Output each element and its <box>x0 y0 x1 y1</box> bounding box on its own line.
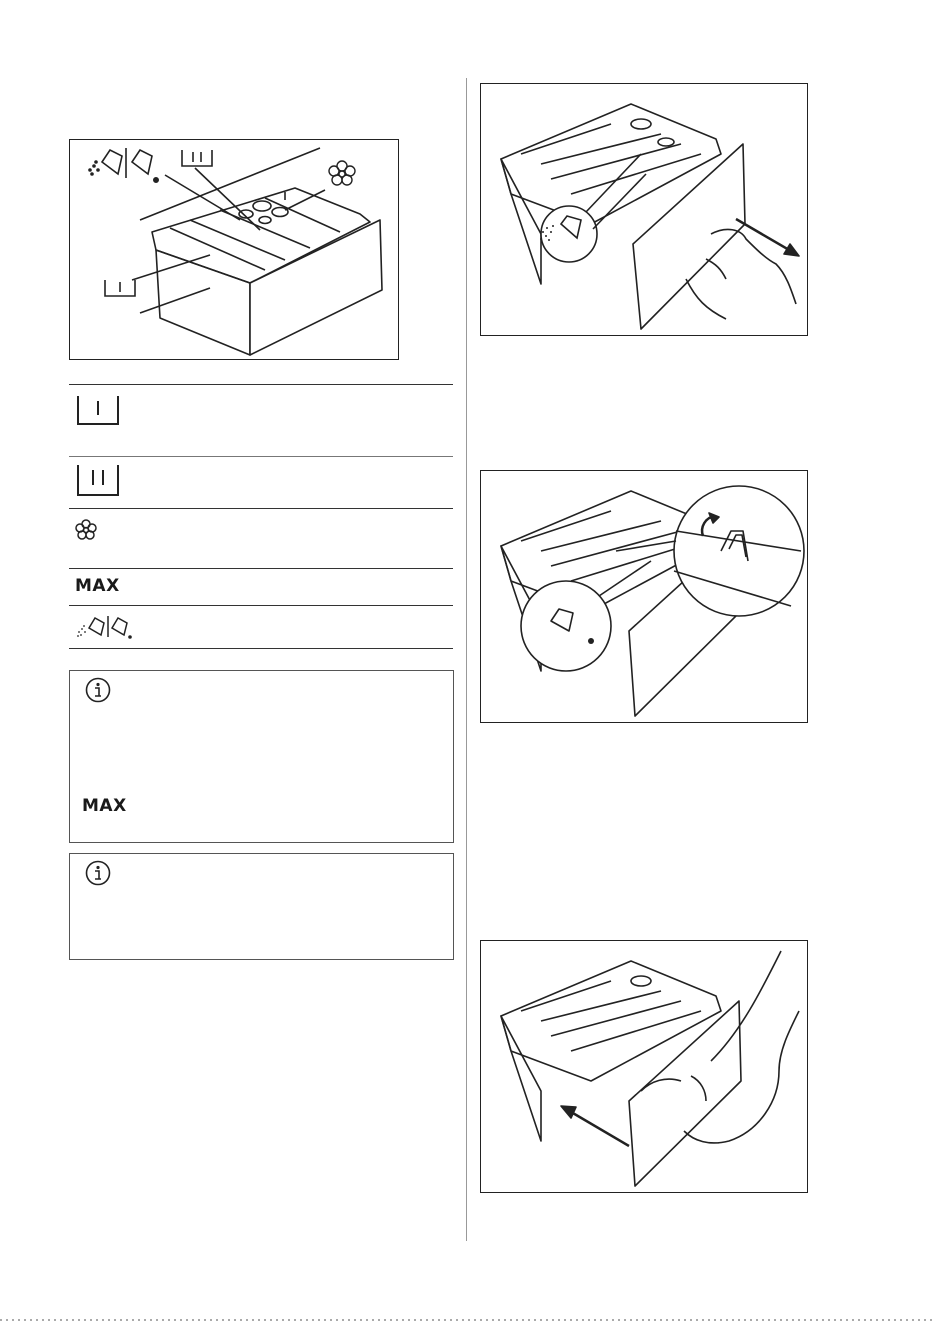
max-level-label: MAX <box>75 576 120 596</box>
liquid-detergent-icon <box>588 638 594 644</box>
info-note-2 <box>69 853 454 960</box>
max-level-label: MAX <box>82 796 127 816</box>
pull-out-drawer-figure <box>480 83 808 336</box>
push-drawer-in-figure <box>480 940 808 1193</box>
info-icon <box>85 860 111 886</box>
info-icon <box>85 677 111 703</box>
liquid-detergent-flap-figure <box>480 470 808 723</box>
crop-marks <box>0 1314 933 1324</box>
dispenser-drawer-drawing <box>70 140 398 359</box>
prewash-compartment-icon <box>75 462 121 498</box>
prewash-compartment-icon <box>182 150 212 166</box>
fabric-softener-icon <box>75 519 97 541</box>
column-divider <box>466 78 467 1241</box>
dispenser-compartments-figure <box>69 139 399 360</box>
powder-liquid-flap-icon <box>89 148 158 182</box>
info-note-1 <box>69 670 454 843</box>
powder-liquid-flap-icon <box>75 612 135 640</box>
fabric-softener-icon <box>329 161 355 185</box>
main-wash-compartment-icon <box>75 393 121 427</box>
main-wash-compartment-icon <box>105 280 135 296</box>
